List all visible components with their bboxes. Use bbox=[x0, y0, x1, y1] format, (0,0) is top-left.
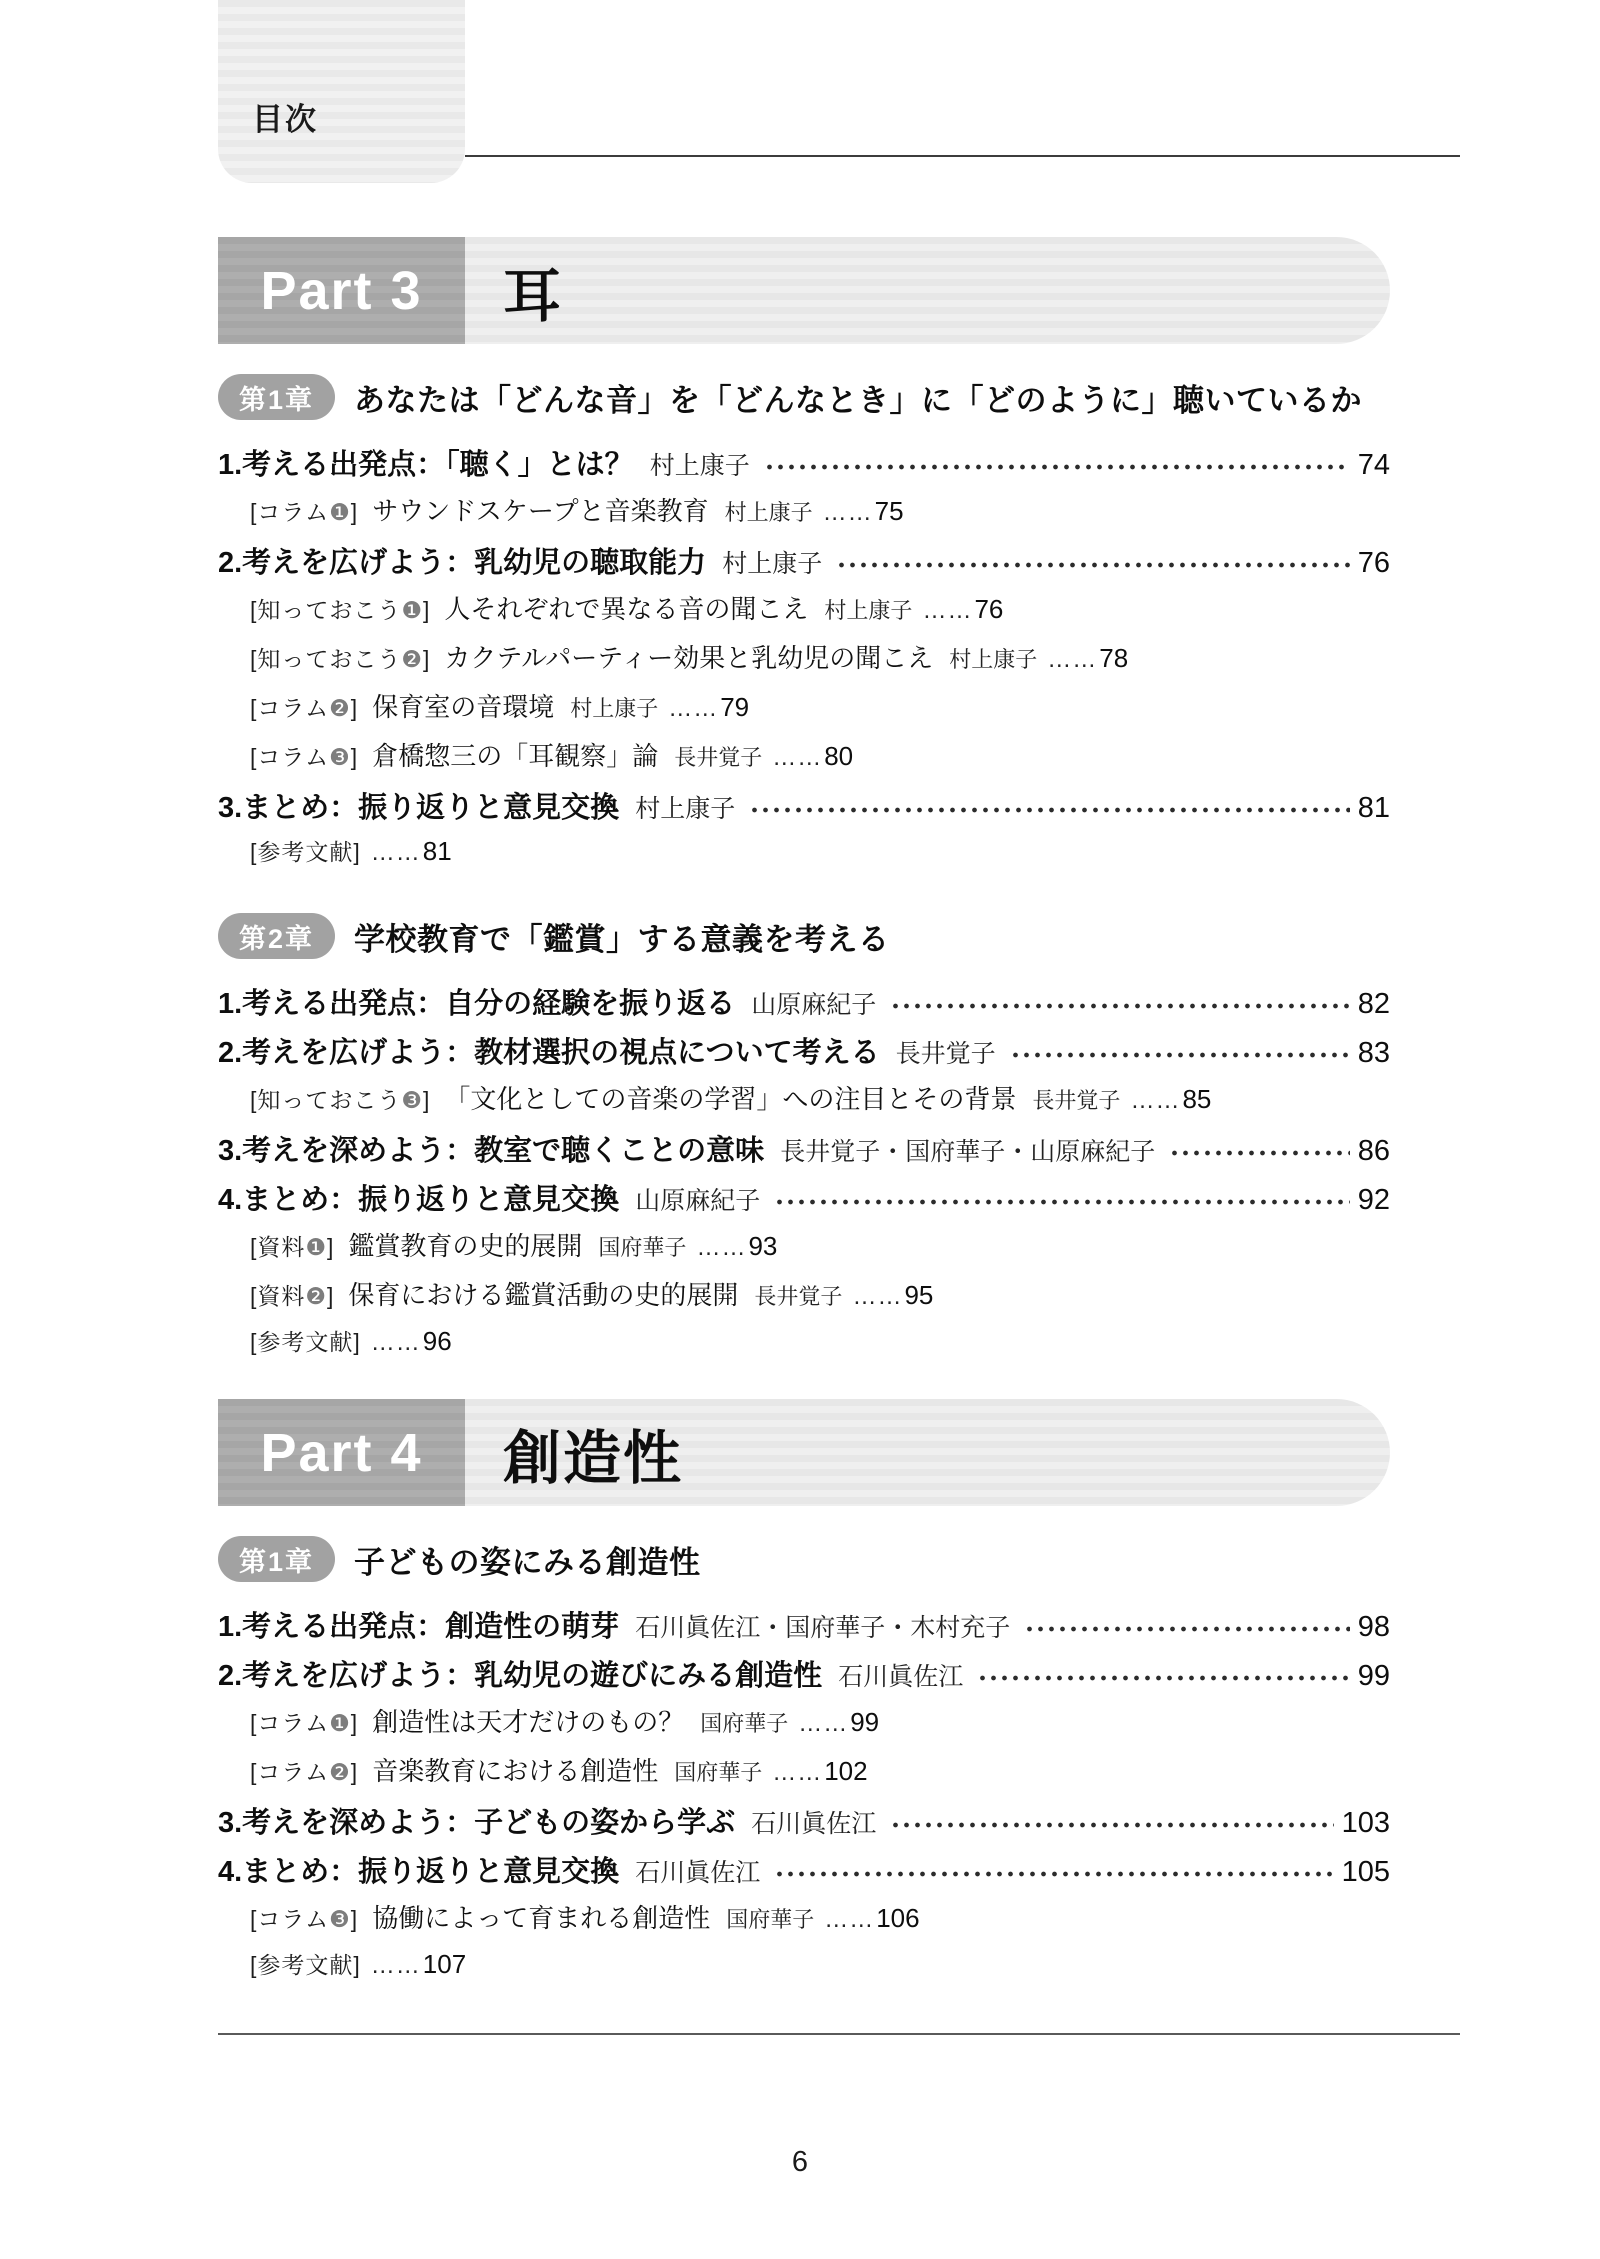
toc-subentry bbox=[218, 1702, 1390, 1751]
entry-tag: [資料❶] bbox=[250, 1234, 335, 1260]
circled-number-icon: ❶ bbox=[305, 1234, 328, 1260]
subentry-page: 80 bbox=[824, 741, 854, 771]
circled-number-icon: ❷ bbox=[329, 695, 351, 721]
subentry-title: 倉橋惣三の「耳観察」論 bbox=[372, 741, 659, 771]
entry-tag: [参考文献] bbox=[250, 1952, 361, 1978]
toc-tab bbox=[218, 0, 465, 183]
entry-page: 92 bbox=[1357, 1184, 1390, 1216]
entry-tag: [コラム❸] bbox=[250, 744, 359, 770]
subentry-author: 長井覚子 bbox=[1032, 1088, 1121, 1113]
toc-entry bbox=[218, 785, 1390, 834]
part-label: Part 3 bbox=[260, 260, 423, 321]
dotted-leader bbox=[749, 805, 1350, 815]
toc-subentry bbox=[218, 589, 1390, 638]
subentry-author: 国府華子 bbox=[726, 1907, 815, 1932]
dotted-leader bbox=[836, 560, 1350, 570]
chapter-title: 学校教育で「鑑賞」する意義を考える bbox=[354, 921, 890, 957]
subentry-leader: …… bbox=[370, 1329, 421, 1356]
subentry-author: 国府華子 bbox=[700, 1711, 789, 1736]
entry-author: 石川眞佐江 bbox=[838, 1663, 964, 1691]
entry-tag: [知っておこう❸] bbox=[250, 1087, 431, 1113]
entry-page: 74 bbox=[1357, 449, 1390, 481]
entry-tag: [知っておこう❷] bbox=[250, 646, 431, 672]
part-header-bar bbox=[218, 237, 1390, 344]
entry-title: 2.考えを広げよう：乳幼児の聴取能力 bbox=[218, 547, 707, 579]
chapter-title: あなたは「どんな音」を「どんなとき」に「どのように」聴いているか bbox=[354, 382, 1363, 418]
subentry-leader: …… bbox=[668, 695, 719, 722]
bottom-rule bbox=[218, 2033, 1460, 2035]
subentry-author: 長井覚子 bbox=[674, 745, 763, 770]
subentry-leader: …… bbox=[822, 499, 873, 526]
entry-author: 山原麻紀子 bbox=[751, 991, 877, 1019]
entry-tag: [参考文献] bbox=[250, 839, 361, 865]
chapter-badge: 第1章 bbox=[218, 374, 335, 420]
toc-subentry bbox=[218, 1226, 1390, 1275]
dotted-leader bbox=[764, 462, 1350, 472]
entry-author: 村上康子 bbox=[635, 795, 736, 823]
entry-author: 村上康子 bbox=[649, 452, 750, 480]
subentry-leader: …… bbox=[852, 1283, 903, 1310]
subentry-title: 保育における鑑賞活動の史的展開 bbox=[348, 1280, 739, 1310]
toc-entry bbox=[218, 1800, 1390, 1849]
circled-number-icon: ❷ bbox=[329, 1759, 351, 1785]
subentry-leader: …… bbox=[370, 1952, 421, 1979]
entry-page: 83 bbox=[1357, 1037, 1390, 1069]
subentry-title: 創造性は天才だけのもの？ bbox=[372, 1707, 685, 1737]
subentry-page: 75 bbox=[874, 496, 904, 526]
entry-author: 長井覚子・国府華子・山原麻紀子 bbox=[780, 1138, 1156, 1166]
subentry-leader: …… bbox=[824, 1906, 875, 1933]
toc-subentry bbox=[218, 1751, 1390, 1800]
subentry-leader: …… bbox=[772, 1759, 823, 1786]
part-label-box bbox=[218, 1399, 465, 1506]
chapter-badge: 第1章 bbox=[218, 1536, 335, 1582]
toc-subentry bbox=[218, 491, 1390, 540]
entry-tag: [資料❷] bbox=[250, 1283, 335, 1309]
entry-page: 81 bbox=[1357, 792, 1390, 824]
subentry-title: 保育室の音環境 bbox=[372, 692, 555, 722]
entry-tag: [知っておこう❶] bbox=[250, 597, 431, 623]
dotted-leader bbox=[774, 1869, 1333, 1879]
subentry-page: 102 bbox=[824, 1756, 868, 1786]
toc-entry bbox=[218, 1128, 1390, 1177]
subentry-title: 鑑賞教育の史的展開 bbox=[348, 1231, 583, 1261]
entry-title: 3.まとめ：振り返りと意見交換 bbox=[218, 792, 620, 824]
toc-subentry bbox=[218, 834, 1390, 883]
entry-title: 3.考えを深めよう：教室で聴くことの意味 bbox=[218, 1135, 765, 1167]
entry-title: 1.考える出発点：「聴く」とは？ bbox=[218, 449, 634, 481]
subentry-leader: …… bbox=[1130, 1087, 1181, 1114]
circled-number-icon: ❷ bbox=[401, 646, 424, 672]
entry-tag: [コラム❶] bbox=[250, 1710, 359, 1736]
dotted-leader bbox=[977, 1673, 1350, 1683]
subentry-leader: …… bbox=[798, 1710, 849, 1737]
toc-subentry bbox=[218, 638, 1390, 687]
entry-tag: [コラム❷] bbox=[250, 1759, 359, 1785]
chapter-header bbox=[218, 374, 1390, 420]
toc-entry bbox=[218, 1849, 1390, 1898]
chapter-section bbox=[218, 1536, 1390, 1996]
part-header-bar bbox=[218, 1399, 1390, 1506]
entry-page: 103 bbox=[1341, 1807, 1390, 1839]
toc-entry bbox=[218, 1177, 1390, 1226]
entry-tag: [参考文献] bbox=[250, 1329, 361, 1355]
subentry-author: 村上康子 bbox=[570, 696, 659, 721]
circled-number-icon: ❸ bbox=[401, 1087, 424, 1113]
subentry-title: 「文化としての音楽の学習」への注目とその背景 bbox=[444, 1084, 1017, 1114]
subentry-page: 85 bbox=[1182, 1084, 1212, 1114]
chapter-badge: 第2章 bbox=[218, 913, 335, 959]
subentry-leader: …… bbox=[370, 839, 421, 866]
entry-list bbox=[218, 1604, 1390, 1996]
subentry-title: カクテルパーティー効果と乳幼児の聞こえ bbox=[444, 643, 934, 673]
chapter-title: 子どもの姿にみる創造性 bbox=[354, 1544, 701, 1580]
part-label-box bbox=[218, 237, 465, 344]
circled-number-icon: ❶ bbox=[329, 499, 351, 525]
toc-subentry bbox=[218, 1947, 1390, 1996]
subentry-author: 長井覚子 bbox=[754, 1284, 843, 1309]
entry-page: 105 bbox=[1341, 1856, 1390, 1888]
entry-tag: [コラム❶] bbox=[250, 499, 359, 525]
subentry-page: 93 bbox=[748, 1231, 778, 1261]
subentry-author: 村上康子 bbox=[724, 500, 813, 525]
entry-page: 82 bbox=[1357, 988, 1390, 1020]
entry-tag: [コラム❸] bbox=[250, 1906, 359, 1932]
chapter-header bbox=[218, 1536, 1390, 1582]
entry-author: 石川眞佐江 bbox=[751, 1810, 877, 1838]
subentry-page: 81 bbox=[422, 836, 452, 866]
entry-title: 4.まとめ：振り返りと意見交換 bbox=[218, 1856, 620, 1888]
chapter-section bbox=[218, 374, 1390, 883]
subentry-page: 76 bbox=[974, 594, 1004, 624]
dotted-leader bbox=[1010, 1050, 1350, 1060]
page-number: 6 bbox=[791, 2146, 809, 2178]
subentry-page: 106 bbox=[876, 1903, 920, 1933]
entry-title: 1.考える出発点：自分の経験を振り返る bbox=[218, 988, 736, 1020]
toc-entry bbox=[218, 540, 1390, 589]
entry-list bbox=[218, 442, 1390, 883]
toc-entry bbox=[218, 442, 1390, 491]
subentry-author: 国府華子 bbox=[674, 1760, 763, 1785]
entry-page: 76 bbox=[1357, 547, 1390, 579]
entry-author: 石川眞佐江 bbox=[635, 1859, 761, 1887]
subentry-page: 78 bbox=[1099, 643, 1129, 673]
part-label: Part 4 bbox=[260, 1422, 423, 1483]
dotted-leader bbox=[890, 1001, 1350, 1011]
dotted-leader bbox=[1169, 1148, 1350, 1158]
circled-number-icon: ❸ bbox=[329, 1906, 351, 1932]
part-title: 創造性 bbox=[503, 1425, 684, 1491]
entry-title: 2.考えを広げよう：乳幼児の遊びにみる創造性 bbox=[218, 1660, 823, 1692]
entry-title: 2.考えを広げよう：教材選択の視点について考える bbox=[218, 1037, 880, 1069]
toc-tab-label: 目次 bbox=[252, 102, 318, 137]
part-section bbox=[218, 1399, 1390, 1996]
dotted-leader bbox=[1024, 1624, 1350, 1634]
subentry-author: 村上康子 bbox=[824, 598, 913, 623]
chapter-header bbox=[218, 913, 1390, 959]
subentry-leader: …… bbox=[1047, 646, 1098, 673]
entry-title: 4.まとめ：振り返りと意見交換 bbox=[218, 1184, 620, 1216]
entry-page: 86 bbox=[1357, 1135, 1390, 1167]
subentry-leader: …… bbox=[772, 744, 823, 771]
circled-number-icon: ❸ bbox=[329, 744, 351, 770]
entry-author: 山原麻紀子 bbox=[635, 1187, 761, 1215]
subentry-title: 人それぞれで異なる音の聞こえ bbox=[444, 594, 809, 624]
chapter-section bbox=[218, 913, 1390, 1373]
subentry-author: 村上康子 bbox=[949, 647, 1038, 672]
toc-subentry bbox=[218, 1324, 1390, 1373]
toc-subentry bbox=[218, 736, 1390, 785]
circled-number-icon: ❶ bbox=[329, 1710, 351, 1736]
subentry-author: 国府華子 bbox=[598, 1235, 687, 1260]
toc-entry bbox=[218, 1030, 1390, 1079]
top-rule bbox=[465, 155, 1460, 157]
toc-subentry bbox=[218, 1275, 1390, 1324]
entry-author: 長井覚子 bbox=[895, 1040, 996, 1068]
toc-entry bbox=[218, 1653, 1390, 1702]
entry-title: 3.考えを深めよう：子どもの姿から学ぶ bbox=[218, 1807, 736, 1839]
entry-tag: [コラム❷] bbox=[250, 695, 359, 721]
entry-list bbox=[218, 981, 1390, 1373]
toc-entry bbox=[218, 1604, 1390, 1653]
subentry-page: 99 bbox=[850, 1707, 880, 1737]
toc-subentry bbox=[218, 1898, 1390, 1947]
part-title: 耳 bbox=[503, 263, 564, 329]
dotted-leader bbox=[890, 1820, 1333, 1830]
subentry-title: 音楽教育における創造性 bbox=[372, 1756, 659, 1786]
part-section bbox=[218, 237, 1390, 1373]
entry-page: 98 bbox=[1357, 1611, 1390, 1643]
subentry-page: 96 bbox=[422, 1326, 452, 1356]
content bbox=[218, 237, 1390, 1996]
toc-subentry bbox=[218, 687, 1390, 736]
dotted-leader bbox=[774, 1197, 1350, 1207]
subentry-title: 協働によって育まれる創造性 bbox=[372, 1903, 711, 1933]
subentry-page: 107 bbox=[422, 1949, 467, 1979]
entry-title: 1.考える出発点：創造性の萌芽 bbox=[218, 1611, 620, 1643]
circled-number-icon: ❷ bbox=[305, 1283, 328, 1309]
entry-author: 村上康子 bbox=[722, 550, 823, 578]
toc-subentry bbox=[218, 1079, 1390, 1128]
subentry-title: サウンドスケープと音楽教育 bbox=[372, 496, 709, 526]
subentry-page: 79 bbox=[720, 692, 750, 722]
subentry-leader: …… bbox=[696, 1234, 747, 1261]
circled-number-icon: ❶ bbox=[401, 597, 424, 623]
subentry-page: 95 bbox=[904, 1280, 934, 1310]
toc-entry bbox=[218, 981, 1390, 1030]
subentry-leader: …… bbox=[922, 597, 973, 624]
entry-author: 石川眞佐江・国府華子・木村充子 bbox=[635, 1614, 1011, 1642]
entry-page: 99 bbox=[1357, 1660, 1390, 1692]
